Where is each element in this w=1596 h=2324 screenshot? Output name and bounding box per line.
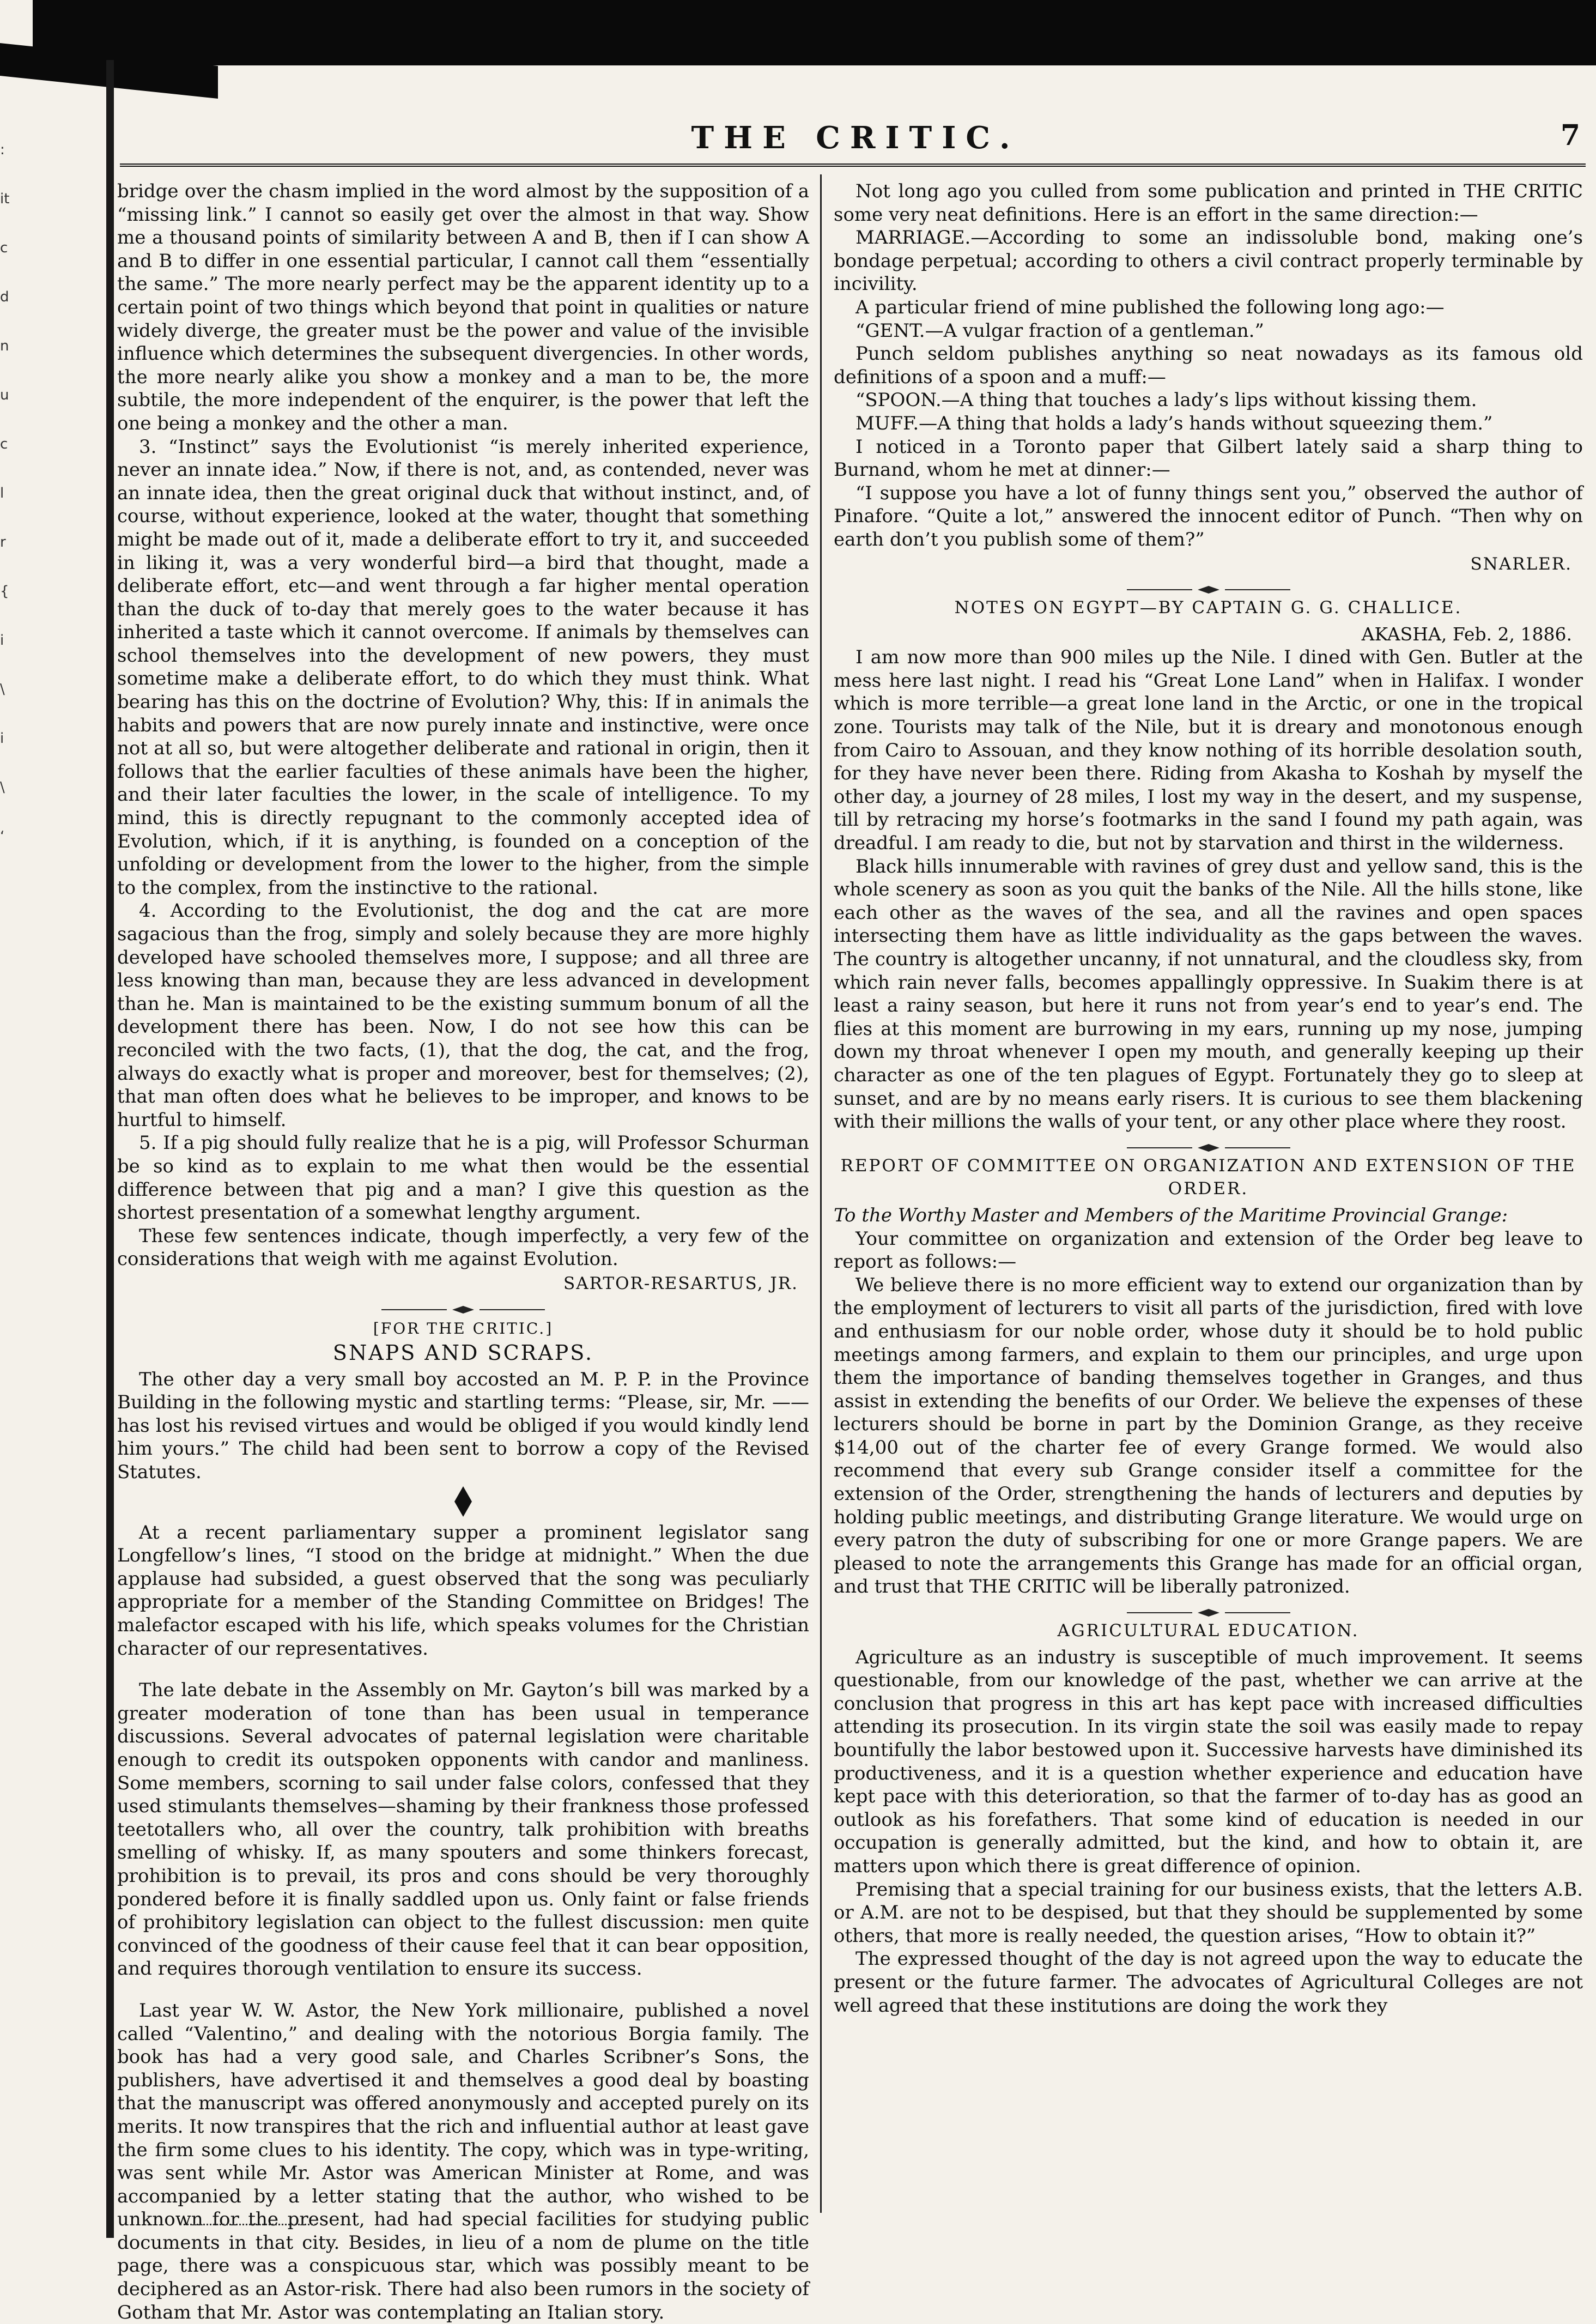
paragraph: Your committee on organization and extension of the Order beg leave to report as follows:— <box>834 1227 1583 1273</box>
header-rule <box>120 164 1586 167</box>
section-heading: NOTES ON EGYPT—BY CAPTAIN G. G. CHALLICE. <box>954 598 1463 618</box>
paragraph: Not long ago you culled from some publication and printed in THE CRITIC some very neat definitions. Here is an effort in the same direction:— <box>834 180 1583 226</box>
ornament-rule <box>834 1601 1583 1617</box>
margin-mark: i <box>0 730 4 747</box>
margin-mark: it <box>0 191 10 207</box>
signature: SARTOR-RESARTUS, JR. <box>563 1273 798 1293</box>
paragraph: bridge over the chasm implied in the word almost by the supposition of a “missing link.” I cannot so easily get over the almost in that way. Show me a thousand points of similarity between A and B, then if I can show A and B to differ in one essential particular, I cannot call them “essentially the same.” The more nearly perfect may be the apparent identity up to a certain point of two things which beyond that point in qualities or nature widely diverge, the greater must be the power and value of the invisible influence which determines the subsequent divergencies. In other words, the more nearly alike you show a monkey and a man to be, the more subtile, the more independent of the enquirer, is the power that left the one being a monkey and the other a man. <box>117 180 809 434</box>
section-heading: REPORT OF COMMITTEE ON ORGANIZATION AND EXTENSION OF THE ORDER. <box>840 1155 1576 1199</box>
margin-marks <box>0 142 22 877</box>
margin-mark: u <box>0 387 9 403</box>
star-ornament <box>117 1486 809 1519</box>
margin-mark: c <box>0 240 8 256</box>
paragraph: Last year W. W. Astor, the New York millionaire, published a novel called “Valentino,” and dealing with the notorious Borgia family. The book has had a very good sale, and Charles Scribner’s Sons, the publishers, have advertised it and themselves a good deal by boasting that the manuscript was offered anonymously and accepted purely on its merits. It now transpires that the rich and influential author at least gave the firm some clues to his identity. The copy, which was in type-writing, was sent while Mr. Astor was American Minister at Rome, and was accompanied by a letter stating that the author, who wished to be unknown for the present, had had special facilities for studying public documents in that city. Besides, in lieu of a nom de plume on the title page, there was a conspicuous star, which was possibly meant to be deciphered as an Astor-risk. There had also been rumors in the society of Gotham that Mr. Astor was contemplating an Italian story. <box>117 1999 810 2323</box>
binding-edge <box>106 60 114 2238</box>
paragraph: MARRIAGE.—According to some an indissoluble bond, making one’s bondage perpetual; according to others a civil contract properly terminable by incivility. <box>834 227 1583 295</box>
column-rule <box>820 174 822 2213</box>
margin-mark: \ <box>0 681 5 698</box>
address-line: To the Worthy Master and Members of the Maritime Provincial Grange: <box>834 1204 1508 1226</box>
footer-scribble <box>180 2213 316 2225</box>
page-number: 7 <box>1560 119 1580 152</box>
margin-mark: l <box>0 485 4 501</box>
paragraph: 5. If a pig should fully realize that he is a pig, will Professor Schurman be so kind as to explain to me what then would be the essential difference between that pig and a man? I give this question as the shortest presentation of a somewhat lengthy argument. <box>117 1132 809 1224</box>
ornament-rule <box>117 1298 809 1314</box>
margin-mark: : <box>0 142 5 158</box>
paragraph: MUFF.—A thing that holds a lady’s hands without squeezing them.” <box>855 412 1493 434</box>
paragraph: Black hills innumerable with ravines of grey dust and yellow sand, this is the whole scenery as soon as you quit the banks of the Nile. All the hills stone, like each other as the waves of the sea, and all the ravines and open spaces intersecting them have as little individuality as the gaps between the waves. The country is altogether uncanny, if not unnatural, and the cloudless sky, from which rain never falls, becomes appallingly oppressive. In Suakim there is at least a rainy season, but here it runs not from year’s end to year’s end. The flies at this moment are burrowing in my ears, running up my nose, jumping down my throat whenever I open my mouth, and generally keeping up their character as one of the ten plagues of Egypt. Fortunately they go to sleep at sunset, and are by no means early risers. It is curious to see them blackening with their millions the walls of your tent, or any other place where they roost. <box>834 855 1583 1133</box>
for-critic-note: [FOR THE CRITIC.] <box>373 1319 554 1337</box>
right-column <box>834 180 1583 2218</box>
masthead: THE CRITIC. <box>691 120 1020 156</box>
paragraph: These few sentences indicate, though imperfectly, a very few of the considerations that weigh with me against Evolution. <box>117 1225 809 1270</box>
margin-mark: i <box>0 632 4 649</box>
paragraph: 4. According to the Evolutionist, the dog and the cat are more sagacious than the frog, simply and solely because they are more highly developed have schooled themselves more, I suppose; and all three are less knowing than man, because they are less advanced in development than he. Man is maintained to be the existing summum bonum of all the development there has been. Now, I do not see how this can be reconciled with the two facts, (1), that the dog, the cat, and the frog, always do exactly what is proper and moreover, best for themselves; (2), that man often does what he believes to be improper, and knows to be hurtful to himself. <box>117 900 809 1131</box>
margin-mark: r <box>0 534 6 550</box>
paragraph: “SPOON.—A thing that touches a lady’s lips without kissing them. <box>855 389 1477 411</box>
margin-mark: c <box>0 436 8 452</box>
paragraph: At a recent parliamentary supper a prominent legislator sang Longfellow’s lines, “I stood on the bridge at midnight.” When the due applause had subsided, a guest observed that the song was peculiarly appropriate for a member of the Standing Committee on Bridges! The malefactor escaped with his life, which speaks volumes for the Christian character of our representatives. <box>117 1521 809 1660</box>
paragraph: “I suppose you have a lot of funny things sent you,” observed the author of Pinafore. “Quite a lot,” answered the innocent editor of Punch. “Then why on earth don’t you publish some of them?” <box>834 482 1583 550</box>
ornament-rule <box>834 1136 1583 1152</box>
paragraph: 3. “Instinct” says the Evolutionist “is merely inherited experience, never an innate idea.” Now, if there is not, and, as contended, never was an innate idea, then the great original duck that without instinct, and, of course, without experience, looked at the water, thought that something might be made out of it, made a deliberate effort to try it, and succeeded in liking it, was a very wonderful bird—a bird that thought, made a deliberate effort, etc—and went through a far higher mental operation than the duck of to-day that merely goes to the water because it has inherited a taste which it cannot overcome. If animals by themselves can school themselves into the development of new powers, they must sometime make a deliberate effort, to do which they must think. What bearing has this on the doctrine of Evolution? Why, this: If in animals the habits and powers that are now purely innate and instinctive, were once not at all so, but were altogether deliberate and rational in origin, then it follows that the earlier faculties of these animals have been the higher, and their later faculties the lower, in the scale of intelligence. To my mind, this is directly repugnant to the commonly accepted idea of Evolution, which, if it is anything, is founded on a conception of the unfolding or development from the lower to the higher, from the simple to the complex, from the instinctive to the rational. <box>117 435 809 899</box>
paragraph: Premising that a special training for our business exists, that the letters A.B. or A.M. are not to be despised, but that they should be supplemented by some others, that more is really needed, the question arises, “How to obtain it?” <box>834 1878 1583 1947</box>
paragraph: We believe there is no more efficient way to extend our organization than by the employment of lecturers to visit all parts of the jurisdiction, fired with love and enthusiasm for our noble order, whose duty it should be to hold public meetings among farmers, and explain to them our principles, and urge upon them the importance of banding themselves together in Granges, and thus assist in extending the benefits of our Order. We believe the expenses of these lecturers should be borne in part by the Dominion Grange, as they receive $14,00 out of the charter fee of every Grange formed. We would also recommend that every sub Grange consider itself a committee for the extension of the Order, strengthening the hands of lecturers and deputies by holding public meetings, and distributing Grange literature. We would urge on every patron the duty of subscribing for one or more Grange papers. We are pleased to note the arrangements this Grange has made for an official organ, and trust that THE CRITIC will be liberally patronized. <box>834 1274 1583 1598</box>
margin-mark: ‘ <box>0 828 5 845</box>
signature: SNARLER. <box>1470 554 1572 574</box>
margin-mark: n <box>0 338 9 354</box>
section-heading: SNAPS AND SCRAPS. <box>332 1341 594 1365</box>
margin-mark: \ <box>0 779 5 796</box>
paragraph: The other day a very small boy accosted an M. P. P. in the Province Building in the following mystic and startling terms: “Please, sir, Mr. —— has lost his revised virtues and would be obliged if you would kindly lend him yours.” The child had been sent to borrow a copy of the Revised Statutes. <box>117 1368 809 1484</box>
paragraph: Agriculture as an industry is susceptible of much improvement. It seems questionable, from our knowledge of the past, whether we can arrive at the conclusion that progress in this art has kept pace with increased difficulties attending its prosecution. In its virgin state the soil was easily made to repay bountifully the labor bestowed upon it. Successive harvests have diminished its productiveness, and it is a question whether experience and education have kept pace with this deterioration, so that the farmer of to-day has as good an outlook as his forefathers. That some kind of education is needed in our occupation is generally admitted, but the kind, and how to obtain it, are matters upon which there is great difference of opinion. <box>834 1646 1583 1877</box>
paragraph: I am now more than 900 miles up the Nile. I dined with Gen. Butler at the mess here last night. I read his “Great Lone Land” when in Halifax. I wonder which is more terrible—a great lone land in the Arctic, or one in the tropical zone. Tourists may talk of the Nile, but it is dreary and monotonous enough from Cairo to Assouan, and they know nothing of its horrible desolation south, for they have never been there. Riding from Akasha to Koshah by myself the other day, a journey of 28 miles, I lost my way in the desert, and my suspense, till by retracing my horse’s footmarks in the sand I found my path again, was dreadful. I am ready to die, but not by starvation and thirst in the wilderness. <box>834 646 1583 855</box>
ornament-rule <box>834 578 1583 594</box>
left-column <box>117 180 810 2323</box>
section-heading: AGRICULTURAL EDUCATION. <box>1057 1621 1360 1641</box>
scan-top-band <box>33 0 1596 65</box>
margin-mark: { <box>0 583 9 600</box>
paragraph: The late debate in the Assembly on Mr. Gayton’s bill was marked by a greater moderation of tone than has been usual in temperance discussions. Several advocates of paternal legislation were charitable enough to credit its outspoken opponents with candor and manliness. Some members, scorning to sail under false colors, confessed that they used stimulants themselves—shaming by their frankness those professed teetotallers who, all over the country, talk prohibition with breaths smelling of whisky. If, as many spouters and some thinkers forecast, prohibition is to prevail, its pros and cons should be very thoroughly pondered before it is finally saddled upon us. Only faint or false friends of prohibitory legislation can object to the fullest discussion: men quite convinced of the goodness of their cause feel that it can bear opposition, and requires thorough ventilation to ensure its success. <box>117 1679 809 1980</box>
paragraph: Punch seldom publishes anything so neat nowadays as its famous old definitions of a spoon and a muff:— <box>834 343 1583 388</box>
paragraph: The expressed thought of the day is not agreed upon the way to educate the present or the future farmer. The advocates of Agricultural Colleges are not well agreed that these institutions are doing the work they <box>834 1948 1583 2017</box>
paragraph: I noticed in a Toronto paper that Gilbert lately said a sharp thing to Burnand, whom he met at dinner:— <box>834 435 1583 481</box>
paragraph: A particular friend of mine published the following long ago:— <box>855 296 1445 318</box>
page-header <box>120 119 1591 156</box>
paragraph: “GENT.—A vulgar fraction of a gentleman.” <box>855 319 1264 342</box>
dateline: AKASHA, Feb. 2, 1886. <box>1361 623 1572 645</box>
margin-mark: d <box>0 289 9 305</box>
